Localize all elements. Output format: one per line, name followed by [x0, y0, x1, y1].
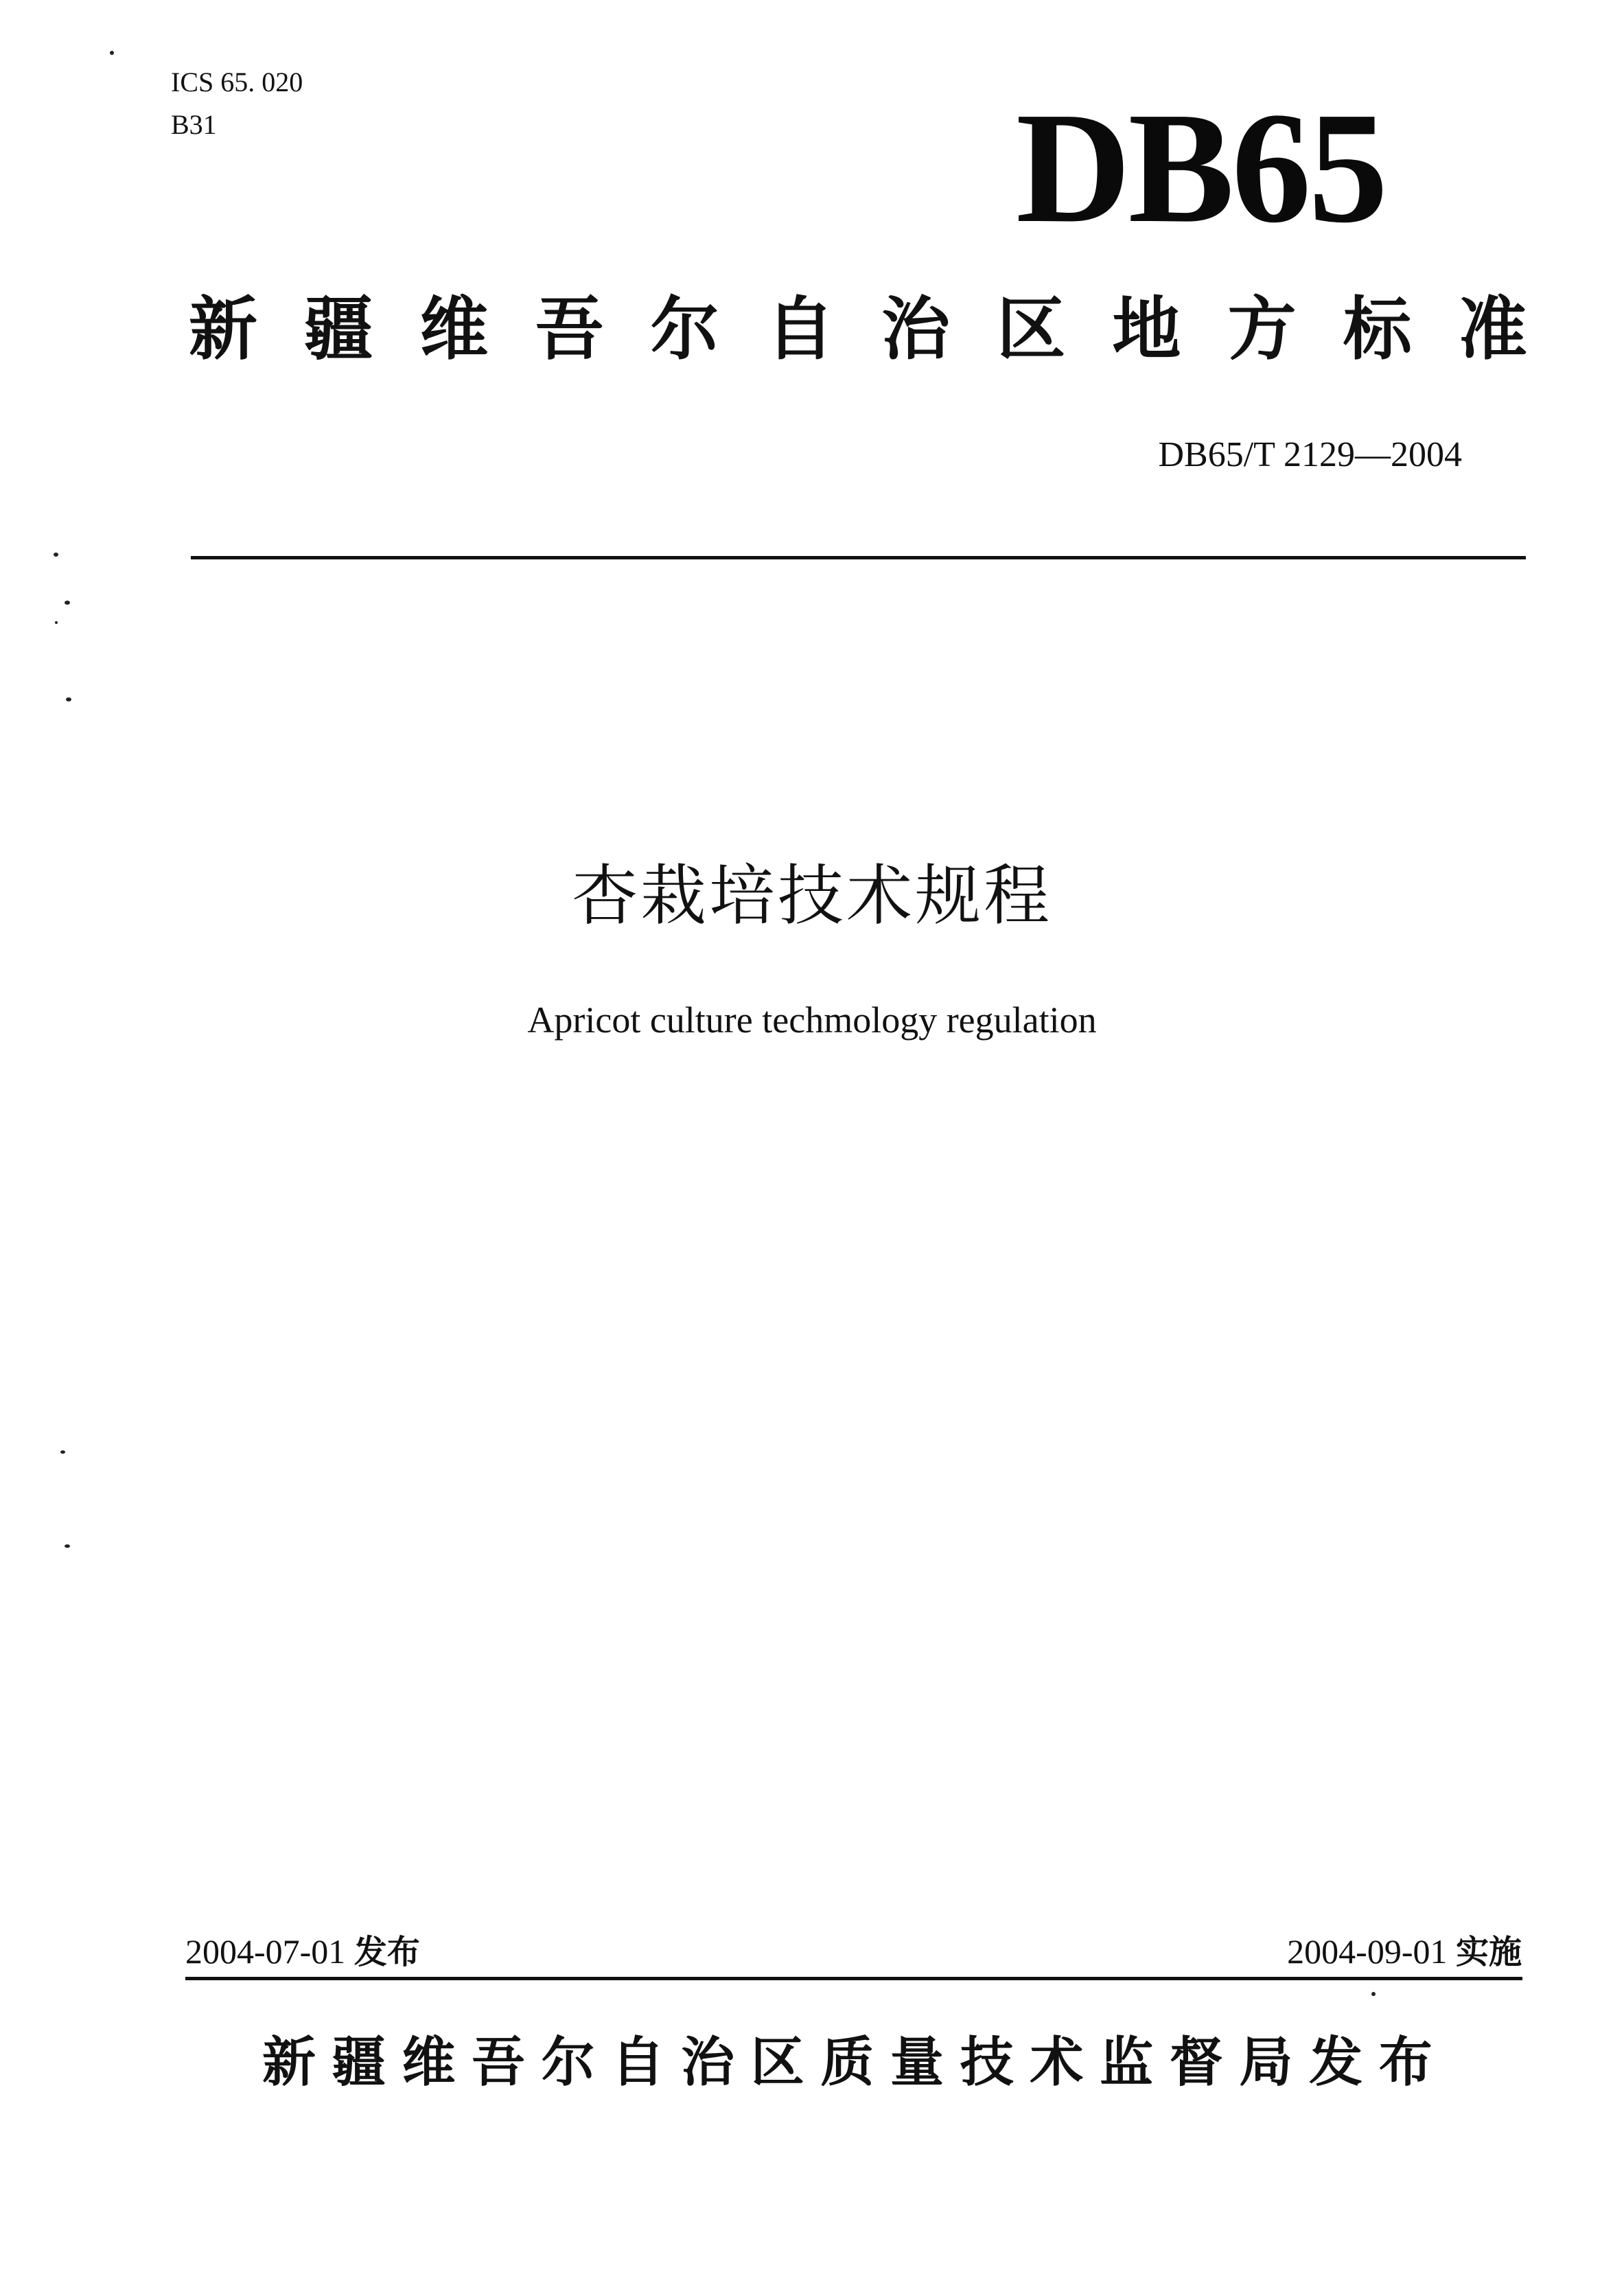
db65-logo: DB65 — [1016, 80, 1386, 256]
scan-speck — [60, 1450, 65, 1454]
issue-date-line — [185, 1927, 420, 1976]
scan-speck — [55, 621, 58, 624]
standard-type-char: 自 — [765, 289, 835, 369]
publisher-char: 督 — [1169, 2032, 1223, 2094]
publisher-char: 监 — [1100, 2032, 1154, 2094]
standard-number: DB65/T 2129—2004 — [1158, 435, 1462, 474]
publisher-char: 尔 — [541, 2032, 595, 2094]
publisher-line — [262, 2025, 1432, 2100]
standard-type-heading — [189, 285, 1527, 374]
publisher-char: 吾 — [472, 2032, 526, 2094]
standard-type-char: 新 — [189, 289, 257, 369]
implementation-label: 实施 — [1455, 1933, 1522, 1971]
scan-speck — [66, 697, 71, 701]
scan-speck — [65, 1544, 70, 1548]
standard-type-char: 维 — [419, 289, 489, 369]
publisher-char: 布 — [1378, 2032, 1432, 2094]
publisher-char: 治 — [681, 2032, 735, 2094]
ics-code: ICS 65. 020 — [171, 67, 303, 97]
top-divider — [191, 556, 1526, 559]
standard-type-char: 区 — [997, 289, 1066, 369]
standard-type-char: 方 — [1227, 289, 1297, 369]
standard-type-char: 标 — [1343, 289, 1412, 369]
ccs-code: B31 — [171, 109, 217, 140]
scan-speck — [54, 553, 58, 557]
standard-type-char: 治 — [881, 289, 951, 369]
standard-type-char: 尔 — [650, 289, 719, 369]
issue-label: 发布 — [353, 1933, 420, 1971]
scan-speck — [1371, 1992, 1376, 1996]
implementation-date: 2004-09-01 — [1287, 1932, 1448, 1971]
issue-date: 2004-07-01 — [185, 1932, 346, 1971]
standard-type-char: 吾 — [535, 289, 604, 369]
implementation-date-line — [1287, 1927, 1522, 1976]
publisher-char: 技 — [960, 2032, 1014, 2094]
publisher-char: 自 — [611, 2032, 665, 2094]
document-title-english: Apricot culture techmology regulation — [527, 999, 1097, 1041]
publisher-char: 质 — [820, 2032, 874, 2094]
publisher-char: 新 — [262, 2032, 316, 2094]
standard-type-char: 地 — [1112, 289, 1181, 369]
publisher-char: 局 — [1239, 2032, 1293, 2094]
publisher-char: 术 — [1030, 2032, 1084, 2094]
scan-speck — [110, 51, 114, 55]
publisher-char: 发 — [1309, 2032, 1363, 2094]
scan-speck — [65, 601, 70, 605]
publisher-char: 维 — [402, 2032, 456, 2094]
bottom-divider — [185, 1977, 1522, 1980]
publisher-char: 量 — [890, 2032, 944, 2094]
publisher-char: 疆 — [332, 2032, 386, 2094]
standard-type-char: 准 — [1458, 289, 1527, 369]
document-title-chinese: 杏栽培技术规程 — [572, 857, 1052, 934]
standard-type-char: 疆 — [304, 289, 373, 369]
publisher-char: 区 — [750, 2032, 804, 2094]
